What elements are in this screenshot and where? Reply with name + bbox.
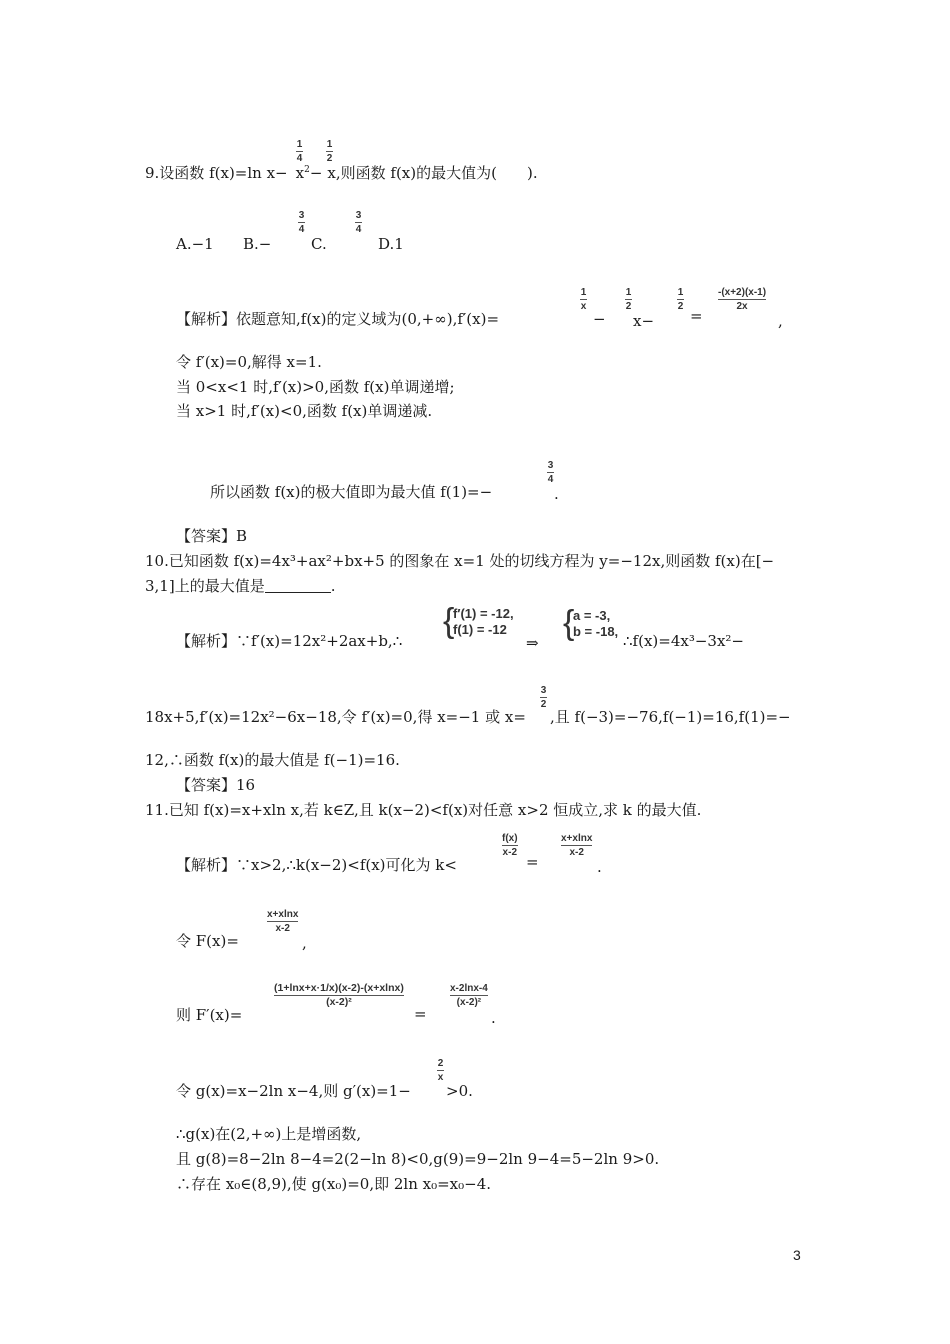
q10-root-frac bbox=[540, 685, 547, 710]
q10-analysis-2: 18x+5,f′(x)=12x²−6x−18,令 f′(x)=0,得 x=−1 或 x= bbox=[145, 708, 526, 726]
q10-stem-2 bbox=[145, 576, 336, 596]
q11-g-frac bbox=[437, 1058, 444, 1083]
q11-F-frac bbox=[267, 909, 298, 934]
frac-den: 4 bbox=[298, 224, 305, 235]
q11-line-7: 且 g(8)=8−2ln 8−4=2(2−ln 8)<0,g(9)=9−2ln 9−4=5−2ln 9>0. bbox=[176, 1150, 660, 1168]
frac-bar bbox=[561, 845, 592, 846]
q11-Fprime-frac-2 bbox=[450, 983, 488, 1008]
frac-bar bbox=[677, 299, 684, 300]
frac-den: 4 bbox=[547, 474, 554, 485]
system-row: f(1) = -12 bbox=[453, 622, 507, 637]
q9-line-5-end: . bbox=[554, 485, 559, 503]
frac-bar bbox=[267, 921, 298, 922]
q9-comma: , bbox=[778, 312, 783, 330]
frac-num: 1 bbox=[677, 287, 684, 298]
answer-blank bbox=[265, 578, 331, 593]
system-row: b = -18, bbox=[573, 624, 619, 639]
q10-system-1 bbox=[443, 602, 533, 640]
left-brace-icon: { bbox=[443, 602, 455, 640]
q9-option-c: C. bbox=[311, 235, 327, 253]
q11-Fprime-equals: = bbox=[414, 1005, 427, 1023]
frac-bar bbox=[580, 299, 587, 300]
frac-den: x-2 bbox=[275, 923, 290, 934]
q9-option-c-frac bbox=[355, 210, 362, 235]
frac-num: (1+lnx+x·1/x)(x-2)-(x+xlnx) bbox=[274, 982, 404, 994]
q11-Fprime-frac-1 bbox=[274, 983, 404, 1008]
frac-den: x bbox=[437, 1072, 444, 1083]
q9-stem-dash: − bbox=[309, 164, 323, 182]
frac-bar bbox=[296, 151, 303, 152]
q11-line-6: ∴g(x)在(2,+∞)上是增函数, bbox=[176, 1125, 362, 1143]
q9-option-b: B.− bbox=[243, 235, 272, 253]
q9-equals: = bbox=[690, 307, 703, 325]
q11-define-Fprime: 则 F′(x)= bbox=[176, 1006, 243, 1024]
q10-implies-arrow: ⇒ bbox=[526, 634, 539, 652]
q11-define-g: 令 g(x)=x−2ln x−4,则 g′(x)=1− bbox=[176, 1082, 411, 1100]
frac-num: 3 bbox=[355, 210, 362, 221]
q9-stem-x: x bbox=[295, 164, 305, 182]
frac-num: x+xlnx bbox=[561, 833, 593, 844]
frac-den: 4 bbox=[296, 153, 303, 164]
q9-derivative-frac-3 bbox=[677, 287, 684, 312]
q9-frac-quarter bbox=[296, 139, 303, 164]
frac-den: 4 bbox=[355, 224, 362, 235]
frac-bar bbox=[450, 995, 488, 996]
left-brace-icon: { bbox=[563, 604, 575, 642]
q11-stem: 11.已知 f(x)=x+xln x,若 k∈Z,且 k(x−2)<f(x)对任意 x>2 恒成立,求 k 的最大值. bbox=[145, 801, 702, 819]
q11-line-8: ∴存在 x₀∈(8,9),使 g(x₀)=0,即 2ln x₀=x₀−4. bbox=[176, 1175, 492, 1193]
frac-num: 3 bbox=[540, 685, 547, 696]
q11-frac-fx bbox=[502, 833, 518, 858]
q10-stem-2-text: 3,1]上的最大值是 bbox=[145, 577, 265, 595]
q10-analysis-1: 【解析】∵f′(x)=12x²+2ax+b,∴ bbox=[176, 632, 403, 650]
q9-analysis-1: 【解析】依题意知,f(x)的定义域为(0,+∞),f′(x)= bbox=[176, 310, 500, 328]
q9-line-5-frac bbox=[547, 460, 554, 485]
frac-num: 1 bbox=[296, 139, 303, 150]
q10-stem-2-end: . bbox=[330, 577, 336, 595]
q9-stem-suffix: x,则函数 f(x)的最大值为( ). bbox=[327, 164, 538, 182]
frac-bar bbox=[625, 299, 632, 300]
system-row: a = -3, bbox=[573, 608, 611, 623]
frac-den: x-2 bbox=[569, 847, 584, 858]
q9-option-b-frac bbox=[298, 210, 305, 235]
frac-bar bbox=[547, 472, 554, 473]
q9-stem bbox=[145, 160, 538, 183]
frac-den: x-2 bbox=[502, 847, 517, 858]
frac-bar bbox=[540, 697, 547, 698]
frac-den: (x-2)² bbox=[456, 997, 482, 1008]
frac-num: x+xlnx bbox=[267, 909, 299, 920]
q11-equals: = bbox=[526, 853, 539, 871]
q9-option-a: A.−1 bbox=[176, 235, 214, 253]
q9-line-3: 当 0<x<1 时,f′(x)>0,函数 f(x)单调递增; bbox=[176, 378, 455, 396]
frac-den: 2 bbox=[540, 699, 547, 710]
q10-system-1-rows bbox=[453, 606, 514, 638]
frac-num: -(x+2)(x-1) bbox=[718, 287, 767, 298]
frac-den: 2x bbox=[736, 301, 748, 312]
q10-analysis-2-end: ,且 f(−3)=−76,f(−1)=16,f(1)=− bbox=[550, 708, 791, 726]
frac-den: 2 bbox=[677, 301, 684, 312]
q11-F-end: , bbox=[302, 934, 307, 952]
q9-derivative-frac-2 bbox=[625, 287, 632, 312]
q11-analysis-1: 【解析】∵x>2,∴k(x−2)<f(x)可化为 k< bbox=[176, 856, 457, 874]
frac-bar bbox=[718, 299, 766, 300]
q9-frac-half bbox=[326, 139, 333, 164]
q9-line-5: 所以函数 f(x)的极大值即为最大值 f(1)=− bbox=[210, 483, 493, 501]
q11-g-end: >0. bbox=[446, 1082, 473, 1100]
q10-system-2-rows bbox=[573, 608, 618, 640]
q9-x-minus: x− bbox=[633, 312, 655, 330]
frac-bar bbox=[355, 222, 362, 223]
q10-analysis-1-end: ∴f(x)=4x³−3x²− bbox=[623, 632, 744, 650]
frac-num: 3 bbox=[298, 210, 305, 221]
frac-num: 3 bbox=[547, 460, 554, 471]
page-number: 3 bbox=[793, 1247, 801, 1263]
frac-bar bbox=[326, 151, 333, 152]
system-row: f′(1) = -12, bbox=[453, 606, 514, 621]
q11-analysis-1-end: . bbox=[597, 858, 602, 876]
q10-answer: 【答案】16 bbox=[176, 776, 256, 794]
q11-frac-expr bbox=[561, 833, 592, 858]
q9-option-d: D.1 bbox=[378, 235, 404, 253]
q9-stem-sup: 2 bbox=[304, 165, 310, 175]
q9-minus-1: − bbox=[593, 310, 606, 328]
q9-answer: 【答案】B bbox=[176, 527, 248, 545]
q9-derivative-frac-1 bbox=[580, 287, 587, 312]
q11-define-F: 令 F(x)= bbox=[176, 932, 239, 950]
frac-bar bbox=[437, 1070, 444, 1071]
frac-den: (x-2)² bbox=[326, 996, 352, 1008]
q9-line-2: 令 f′(x)=0,解得 x=1. bbox=[176, 353, 322, 371]
frac-num: x-2lnx-4 bbox=[450, 983, 488, 994]
q10-stem-1: 10.已知函数 f(x)=4x³+ax²+bx+5 的图象在 x=1 处的切线方程为 y=−12x,则函数 f(x)在[− bbox=[145, 552, 775, 570]
q10-analysis-3: 12,∴函数 f(x)的最大值是 f(−1)=16. bbox=[145, 751, 400, 769]
q11-Fprime-end: . bbox=[491, 1009, 496, 1027]
frac-den: 2 bbox=[326, 153, 333, 164]
q9-derivative-frac-result bbox=[718, 287, 766, 312]
frac-num: 1 bbox=[326, 139, 333, 150]
frac-bar bbox=[502, 845, 518, 846]
frac-bar bbox=[298, 222, 305, 223]
frac-num: 2 bbox=[437, 1058, 444, 1069]
frac-den: 2 bbox=[625, 301, 632, 312]
frac-num: f(x) bbox=[502, 833, 518, 844]
q9-line-4: 当 x>1 时,f′(x)<0,函数 f(x)单调递减. bbox=[176, 402, 433, 420]
frac-num: 1 bbox=[625, 287, 632, 298]
frac-den: x bbox=[580, 301, 587, 312]
frac-num: 1 bbox=[580, 287, 587, 298]
q9-stem-prefix: 9.设函数 f(x)=ln x− bbox=[145, 164, 288, 182]
